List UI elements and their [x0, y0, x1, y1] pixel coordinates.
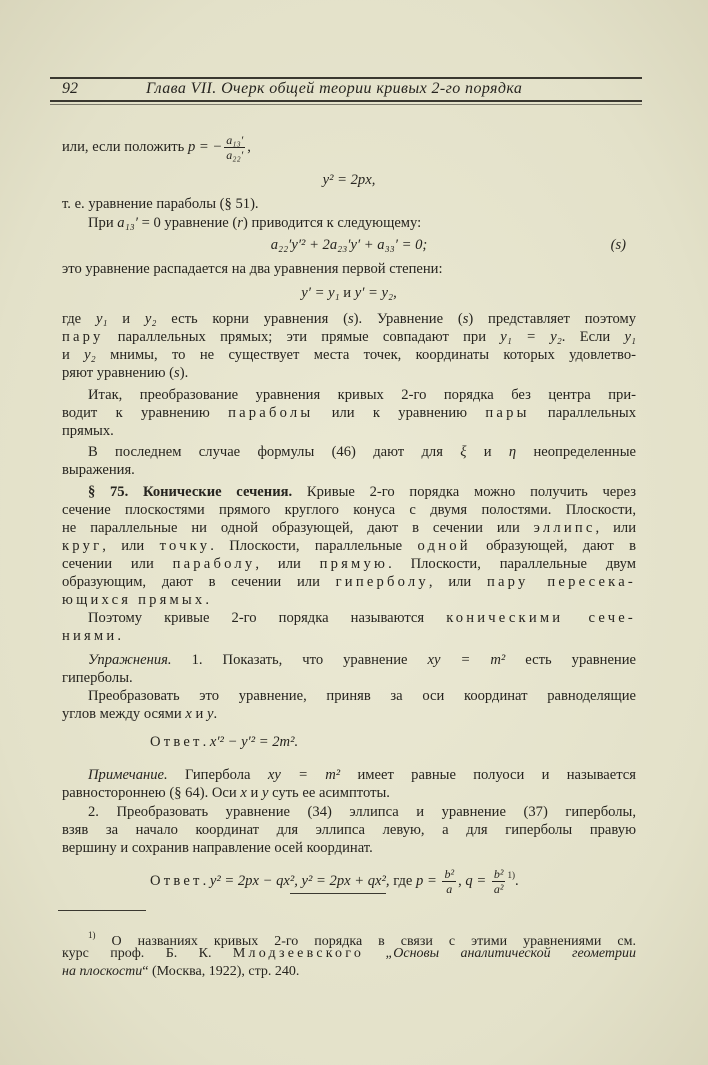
math-expression: p =: [416, 873, 441, 889]
spaced-emphasis: ниями: [62, 628, 118, 644]
text: и: [246, 785, 262, 801]
text-line: [62, 537, 636, 555]
math-expression: y′ = y₂,: [354, 285, 397, 301]
text: При: [88, 215, 118, 231]
text: водит к уравнению: [62, 405, 229, 421]
fraction-denominator: a: [446, 882, 453, 897]
italic-text: „Основы аналитической геометрии: [385, 946, 637, 961]
text-line: [62, 627, 636, 645]
header-bottom-rule: [50, 100, 642, 102]
text: .: [202, 734, 210, 750]
text-line: [62, 519, 636, 537]
text: и: [466, 444, 509, 460]
text: ряют уравнению (: [62, 365, 175, 381]
text: где: [389, 873, 417, 889]
text-line: [62, 364, 636, 382]
text: .: [213, 706, 218, 722]
text-line: [62, 133, 636, 162]
text: и: [62, 347, 85, 363]
spaced-emphasis: коническими сече-: [446, 610, 636, 626]
text-line: [88, 386, 636, 404]
text-line: [62, 236, 636, 254]
equation-label: (s): [610, 237, 626, 253]
footnote-rule: [58, 910, 146, 911]
footnote-marker: 1): [88, 930, 96, 940]
spaced-emphasis: прямую: [319, 556, 389, 572]
spaced-emphasis: одной: [417, 538, 471, 554]
text-line: [62, 591, 636, 609]
text: и: [339, 285, 355, 301]
text: , или: [595, 520, 637, 536]
text: есть корни уравнения (: [156, 311, 348, 327]
text-line: [62, 784, 636, 802]
math-expression: a₁₃′: [117, 215, 138, 231]
math-expression: x′² − y′² = 2m².: [209, 734, 299, 750]
math-expression: p = −: [187, 138, 223, 155]
text: ). Уравнение (: [353, 311, 463, 327]
spaced-emphasis: пару пересека-: [486, 574, 636, 590]
text-line: [62, 821, 636, 839]
italic-text: Примечание.: [88, 767, 168, 783]
text: гиперболы.: [62, 670, 133, 686]
math-expression: η: [508, 444, 517, 460]
text-line: [88, 651, 636, 669]
text: не параллельные ни одной образующей, дают в сечении или: [62, 520, 534, 536]
text-line: [62, 328, 636, 346]
text: сечении или: [62, 556, 173, 572]
math-expression: r: [237, 215, 243, 231]
text-line: [88, 803, 636, 821]
text: ,: [247, 138, 251, 155]
text: мнимы, то не существует места точек, координаты которых удовлетво-: [95, 347, 636, 363]
text-line: [62, 284, 636, 302]
text: ) представляет поэтому: [468, 311, 637, 327]
text: 1. Показать, что уравнение: [171, 652, 428, 668]
text-line: [62, 171, 636, 189]
text: параллельных прямых; эти прямые совпадают при: [103, 329, 501, 345]
text: . Плоскости, параллельные двум: [388, 556, 636, 572]
text-line: [62, 669, 636, 687]
text-line: [62, 501, 636, 519]
math-expression: q =: [465, 873, 490, 889]
section-end-rule: [290, 893, 386, 894]
text-line: [62, 839, 636, 857]
text: и: [191, 706, 207, 722]
math-expression: y₂: [84, 347, 96, 363]
bold-heading: § 75. Конические сечения.: [88, 484, 293, 500]
math-expression: a₂₂′y′² + 2a₂₃′y′ + a₃₃′ = 0;: [270, 237, 428, 253]
text: ) приводится к следующему:: [242, 215, 422, 231]
math-expression: y₁: [95, 311, 108, 327]
math-expression: xy = m²: [267, 767, 341, 783]
math-expression: y: [261, 785, 269, 801]
text: О названиях кривых 2-го порядка в связи с этими уравнениями см.: [95, 934, 636, 949]
text: , или: [102, 538, 160, 554]
text: .: [205, 592, 210, 608]
text: и: [107, 311, 145, 327]
fraction-numerator: b²: [444, 867, 455, 882]
text: 2. Преобразовать уравнение (34) эллипса и уравнение (37) гиперболы,: [88, 804, 636, 820]
fraction-numerator: a₁₃′: [226, 133, 244, 147]
text: параллельных: [529, 405, 637, 421]
footnote-line: [62, 963, 636, 981]
math-expression: y₁ = y₂: [500, 329, 562, 345]
text-line: [88, 766, 636, 784]
text: взяв за начало координат для эллипса левую, а для гиперболы правую: [62, 822, 636, 838]
text: ,: [458, 873, 466, 889]
spaced-emphasis: параболу: [172, 556, 256, 572]
text: образующей, дают в: [470, 538, 637, 554]
text: неопределенные: [516, 444, 636, 460]
text-line: [88, 443, 636, 461]
text-line: [62, 260, 636, 278]
text: = 0 уравнение (: [137, 215, 238, 231]
math-expression: y′ = y₁: [301, 285, 340, 301]
text: .: [117, 628, 122, 644]
text-line: [62, 461, 636, 479]
text-line: [62, 310, 636, 328]
math-expression: y₁: [624, 329, 637, 345]
math-expression: y² = 2px − qx², y² = 2px + qx²,: [209, 873, 390, 889]
text: В последнем случае формулы (46) дают для: [88, 444, 461, 460]
text: суть ее асимптоты.: [268, 785, 390, 801]
fraction-denominator: a²: [493, 882, 504, 897]
text-line: [62, 346, 636, 364]
text: вершину и сохранив направление осей координат.: [62, 840, 373, 856]
text-line: [62, 422, 636, 440]
header-bottom-rule-thin: [50, 104, 642, 105]
math-expression: x: [185, 706, 192, 722]
text: , или: [255, 556, 320, 572]
spaced-emphasis: точку: [159, 538, 211, 554]
text-line: [62, 573, 636, 591]
math-expression: x: [240, 785, 247, 801]
text: сечение плоскостями прямого круглого конуса с двумя полостями. Плоскости,: [62, 502, 636, 518]
text: прямых.: [62, 423, 114, 439]
text-line: [62, 195, 636, 213]
italic-text: Упражнения.: [88, 652, 172, 668]
spaced-emphasis: параболы: [228, 405, 314, 421]
text-line: [62, 404, 636, 422]
text: Гипербола: [167, 767, 268, 783]
text-line: [88, 483, 636, 501]
fraction-numerator: b²: [493, 867, 504, 882]
text: Кривые 2-го порядка можно получить через: [292, 484, 636, 500]
footnote-line: [62, 945, 636, 963]
spaced-emphasis: Ответ: [150, 734, 203, 750]
text-line: [62, 705, 636, 723]
text: [364, 946, 385, 961]
fraction-denominator: a₂₂′: [226, 148, 244, 162]
text: имеет равные полуоси и называется: [340, 767, 636, 783]
text-line: [88, 214, 636, 232]
math-expression: y² = 2px,: [322, 172, 376, 188]
text-line: [62, 555, 636, 573]
text: образующим, дают в сечении или: [62, 574, 336, 590]
spaced-emphasis: ющихся прямых: [62, 592, 206, 608]
italic-text: на плоскости: [62, 964, 143, 979]
text: это уравнение распадается на два уравнения первой степени:: [62, 261, 443, 277]
text: равностороннею (§ 64). Оси: [62, 785, 241, 801]
text: .: [202, 873, 210, 889]
math-expression: ξ: [460, 444, 467, 460]
spaced-emphasis: Ответ: [150, 873, 203, 889]
fraction: [492, 867, 506, 896]
math-expression: s: [347, 311, 354, 327]
text: . Если: [561, 329, 625, 345]
text: Поэтому кривые 2-го порядка называются: [88, 610, 447, 626]
text-line: [150, 866, 636, 896]
text: выражения.: [62, 462, 135, 478]
text-line: [150, 733, 636, 751]
text: Преобразовать это уравнение, приняв за оси координат равноделящие: [88, 688, 636, 704]
text: есть уравнение: [505, 652, 637, 668]
text: т. е. уравнение параболы (§ 51).: [62, 196, 259, 212]
text: или к уравнению: [313, 405, 486, 421]
text: или, если положить: [62, 138, 188, 155]
text: ).: [179, 365, 189, 381]
chapter-title: Глава VII. Очерк общей теории кривых 2-го порядка: [146, 80, 523, 97]
text: “ (Москва, 1922), стр. 240.: [142, 964, 300, 979]
spaced-emphasis: пары: [485, 405, 530, 421]
text: курс проф. Б. К.: [62, 946, 233, 961]
fraction: [224, 133, 245, 162]
text: . Плоскости, параллельные: [210, 538, 418, 554]
text: углов между осями: [62, 706, 186, 722]
math-expression: xy = m²: [427, 652, 506, 668]
text: .: [514, 873, 519, 889]
spaced-emphasis: пару: [62, 329, 104, 345]
spaced-emphasis: эллипс: [533, 520, 596, 536]
spaced-emphasis: гиперболу: [335, 574, 429, 590]
text-line: [88, 687, 636, 705]
text: где: [62, 311, 96, 327]
text-line: [88, 609, 636, 627]
spaced-emphasis: круг: [62, 538, 103, 554]
math-expression: s: [462, 311, 469, 327]
footnote-line: [88, 926, 636, 949]
footnote-marker: 1): [507, 870, 515, 880]
header-top-rule: [50, 77, 642, 79]
math-expression: s: [174, 365, 180, 381]
text: , или: [428, 574, 487, 590]
math-expression: y: [206, 706, 214, 722]
text: Итак, преобразование уравнения кривых 2-го порядка без центра при-: [88, 387, 636, 403]
fraction: [442, 867, 456, 896]
math-expression: y₂: [144, 311, 157, 327]
page-number: 92: [62, 80, 78, 97]
spaced-emphasis: Млодзеевского: [232, 946, 365, 961]
